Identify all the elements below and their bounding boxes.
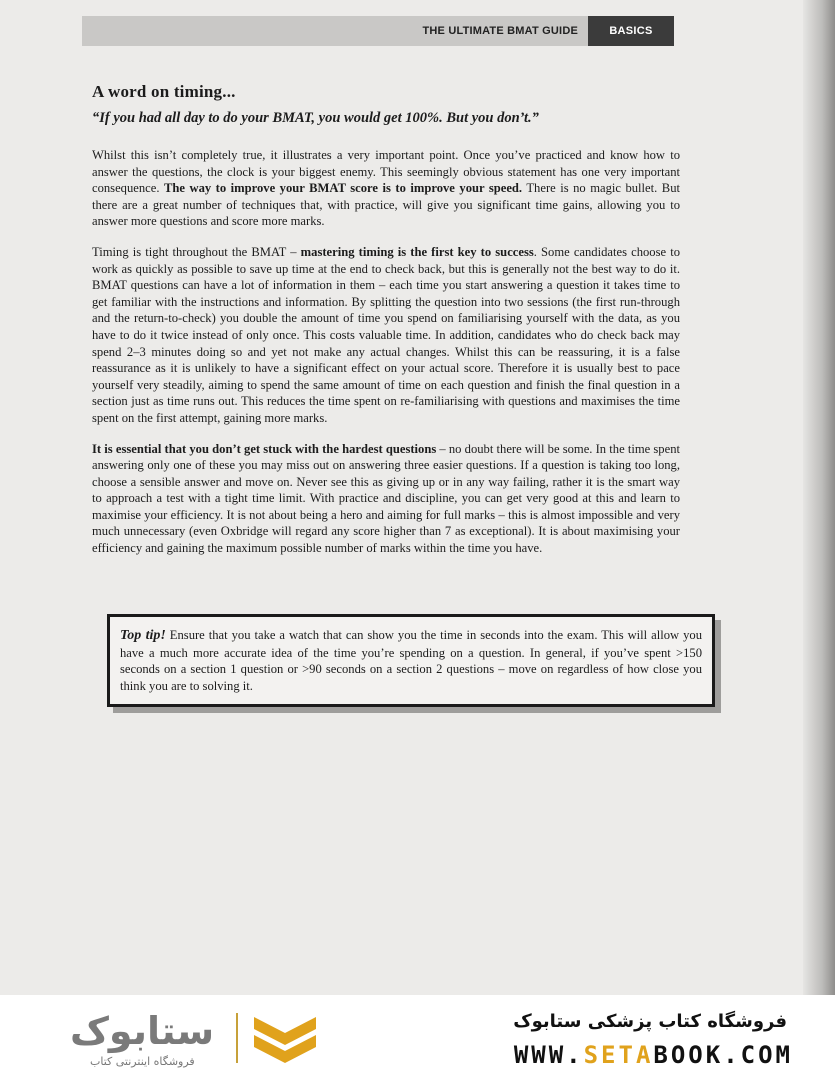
paragraph-1-text-a: Whilst this isn’t completely true, it illustrates a very important point. Once you’ve practiced and know how to answer the questions, the clock is your biggest enemy. This seemingly obvious statement has one very important consequence.	[92, 148, 680, 196]
paragraph-3-emphasis: It is essential that you don’t get stuck with the hardest questions	[92, 441, 437, 456]
store-name: فروشگاه کتاب پزشکی ستابوک	[513, 1011, 787, 1032]
store-url-prefix: WWW.	[513, 1041, 584, 1069]
paragraph-2	[92, 244, 680, 427]
running-header	[82, 16, 674, 46]
article-quote: “If you had all day to do your BMAT, you would get 100%. But you don’t.”	[92, 110, 539, 126]
paragraph-1	[92, 147, 680, 230]
header-section-label: BASICS	[588, 16, 674, 46]
paragraph-2-text-a: Timing is tight throughout the BMAT –	[92, 244, 301, 259]
paragraph-3	[92, 441, 680, 557]
paragraph-1-text-b: There is no magic bullet. But there are a great number of techniques that, with practice, will give you significant time gains, allowing you to answer more questions and score more marks.	[92, 181, 680, 229]
store-url-accent: SETA	[583, 1041, 654, 1069]
store-url[interactable]	[514, 1041, 793, 1069]
setabook-logo-text: ستابوک	[70, 1009, 215, 1053]
paragraph-3-text: – no doubt there will be some. In the time spent answering only one of these you may miss out on answering three easier questions. If a question is taking too long, choose a sensible answer and move on. Never see this as giving up or in any way failing, rather it is the smart way to approach a test with a tight time limit. With practice and discipline, you can get very good at this and learn to maximise your efficiency. It is not about being a hero and aiming for full marks – this is almost impossible and very much unnecessary (even Oxbridge will regard any score higher than 7 as exceptional). It is about maximising your efficiency and gaining the maximum possible number of marks within the time you have.	[92, 441, 680, 556]
paragraph-1-emphasis: The way to improve your BMAT score is to improve your speed.	[163, 181, 523, 196]
top-tip-box	[107, 614, 715, 707]
paragraph-2-text-b: . Some candidates choose to work as quickly as possible to save up time at the end to check back, but this is generally not the best way to do it. BMAT questions can have a lot of information in them – each time you start answering a question it takes time to get familiar with the instructions and information. By splitting the question into two sessions (the first run-through and the return-to-check) you double the amount of time you spend on familiarising yourself with the data, as you have to do it twice instead of only once. This costs valuable time. In addition, candidates who do check back may spend 2–3 minutes doing so and yet not make any actual changes. Whilst this can be reassuring, it is a false reassurance as it is unlikely to have a significant effect on your actual score. Therefore it is usually best to pace yourself very steadily, aiming to spend the same amount of time on each question and finish the final question in a section just as time runs out. This reduces the time spent on re-familiarising with questions and maximises the time spent on the first attempt, gaining more marks.	[92, 244, 680, 425]
page-edge-shadow	[803, 0, 835, 1080]
footer-divider	[236, 1013, 238, 1063]
setabook-logo-subtitle: فروشگاه اینترنتی کتاب	[90, 1055, 195, 1068]
chevron-logo-icon	[250, 1013, 320, 1067]
store-url-suffix: BOOK.COM	[653, 1041, 793, 1069]
paragraph-2-emphasis: mastering timing is the first key to success	[300, 244, 534, 259]
top-tip-label: Top tip!	[120, 628, 166, 643]
article-body	[92, 82, 680, 571]
header-guide-title: THE ULTIMATE BMAT GUIDE	[82, 16, 588, 46]
article-heading: A word on timing...	[92, 82, 236, 101]
footer-banner	[0, 995, 835, 1080]
top-tip-text: Ensure that you take a watch that can show you the time in seconds into the exam. This will allow you have a much more accurate idea of the time you’re spending on a question. In general, if you’ve spent >150 seconds on a section 1 question or >90 seconds on a section 2 questions – move on regardless of how close you think you are to solving it.	[120, 628, 702, 693]
